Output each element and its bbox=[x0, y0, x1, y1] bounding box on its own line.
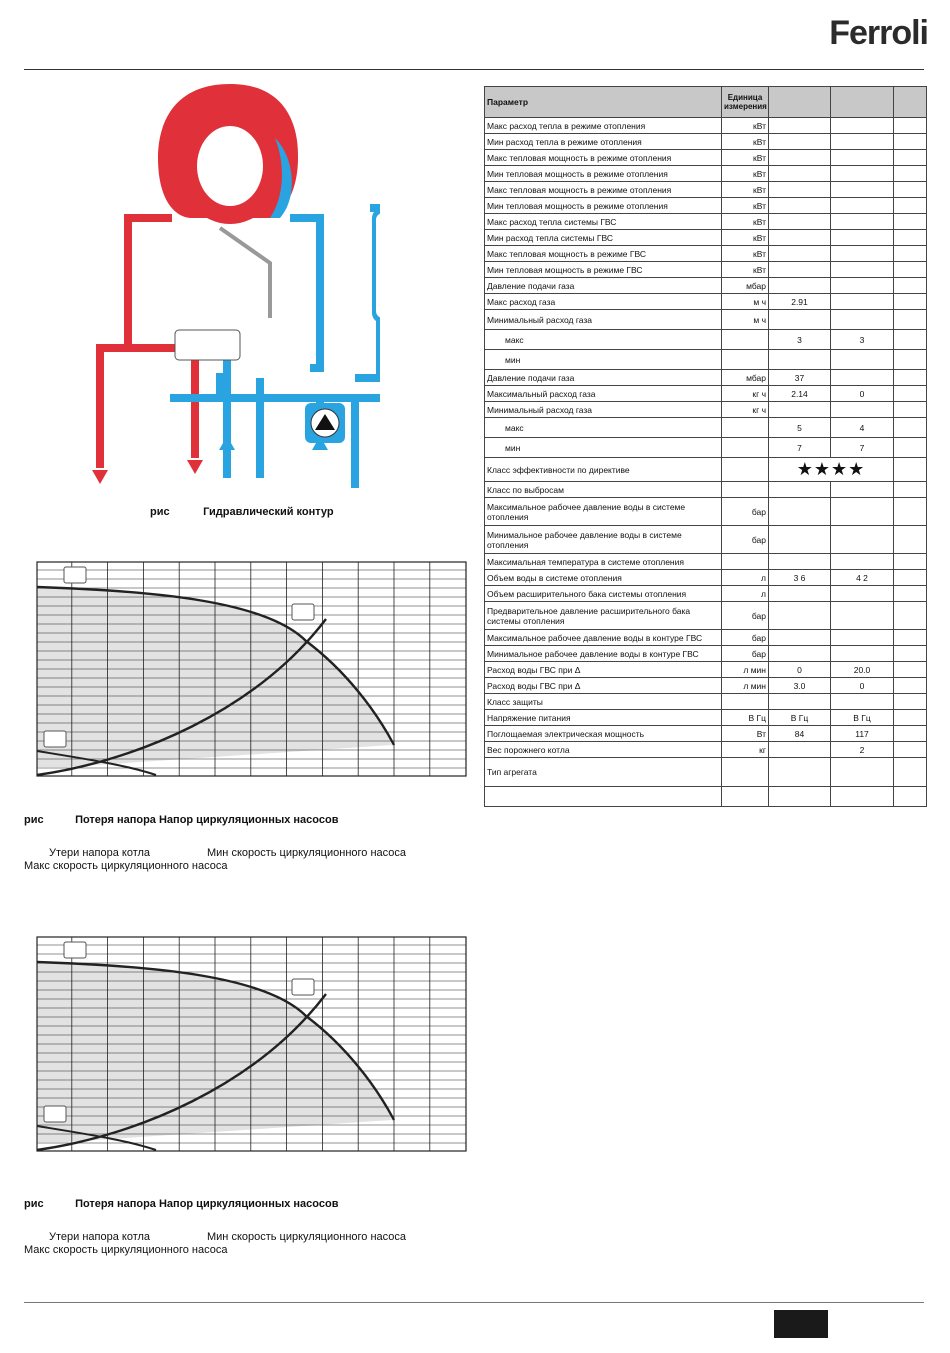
cell-v1 bbox=[769, 694, 831, 710]
cell-param: макс bbox=[485, 330, 722, 350]
cell-v1 bbox=[769, 758, 831, 787]
cell-v1 bbox=[769, 134, 831, 150]
cell-v2 bbox=[831, 482, 894, 498]
header-param: Параметр bbox=[485, 87, 722, 118]
cell-param: Класс защиты bbox=[485, 694, 722, 710]
cell-param: Мин расход тепла системы ГВС bbox=[485, 230, 722, 246]
cell-unit: мбар bbox=[722, 278, 769, 294]
cell-extra bbox=[894, 198, 927, 214]
table-row bbox=[485, 787, 927, 807]
cell-v1 bbox=[769, 198, 831, 214]
outlet-arrows bbox=[92, 436, 328, 484]
table-row bbox=[485, 386, 927, 402]
cell-v1 bbox=[769, 482, 831, 498]
cell-unit: кВт bbox=[722, 198, 769, 214]
cell-v1: 3.0 bbox=[769, 678, 831, 694]
cell-v1 bbox=[769, 742, 831, 758]
cell-v1 bbox=[769, 402, 831, 418]
hydraulic-diagram bbox=[80, 78, 380, 498]
cell-v1 bbox=[769, 586, 831, 602]
cell-extra bbox=[894, 118, 927, 134]
cell-param: Поглощаемая электрическая мощность bbox=[485, 726, 722, 742]
header-unit: Единица измерения bbox=[722, 87, 769, 118]
cell-extra bbox=[894, 350, 927, 370]
cell-unit: бар bbox=[722, 526, 769, 554]
cell-v2 bbox=[831, 526, 894, 554]
table-row bbox=[485, 662, 927, 678]
table-row bbox=[485, 370, 927, 386]
gas-pipe bbox=[220, 228, 270, 318]
cell-v2 bbox=[831, 758, 894, 787]
curve-label-box bbox=[64, 942, 86, 958]
cell-v2 bbox=[831, 294, 894, 310]
cell-param: Макс расход тепла в режиме отопления bbox=[485, 118, 722, 134]
cell-extra bbox=[894, 370, 927, 386]
cell-v2: 0 bbox=[831, 678, 894, 694]
header-col-2 bbox=[831, 87, 894, 118]
cell-extra bbox=[894, 570, 927, 586]
cell-v2: 4 bbox=[831, 418, 894, 438]
cell-unit: В Гц bbox=[722, 710, 769, 726]
cell-unit: кВт bbox=[722, 150, 769, 166]
cell-unit: кВт bbox=[722, 246, 769, 262]
page-number-box bbox=[774, 1310, 828, 1338]
cell-extra bbox=[894, 438, 927, 458]
cell-v1: 5 bbox=[769, 418, 831, 438]
cell-v2 bbox=[831, 150, 894, 166]
table-row bbox=[485, 482, 927, 498]
cell-unit: кВт bbox=[722, 262, 769, 278]
cell-v1 bbox=[769, 214, 831, 230]
legend-boiler-loss: Утери напора котла bbox=[49, 1231, 151, 1243]
cell-v1 bbox=[769, 602, 831, 630]
cell-v2: 4 2 bbox=[831, 570, 894, 586]
cell-unit bbox=[722, 482, 769, 498]
cell-v2 bbox=[831, 166, 894, 182]
table-row bbox=[485, 214, 927, 230]
cell-v1 bbox=[769, 150, 831, 166]
figure3-legend bbox=[24, 1231, 406, 1257]
table-row bbox=[485, 246, 927, 262]
cell-v1 bbox=[769, 350, 831, 370]
cell-param: Расход воды ГВС при Δ bbox=[485, 678, 722, 694]
cell-empty bbox=[894, 787, 927, 807]
table-row bbox=[485, 602, 927, 630]
cell-unit: л bbox=[722, 570, 769, 586]
cell-extra bbox=[894, 166, 927, 182]
cell-extra bbox=[894, 646, 927, 662]
cell-v1: 84 bbox=[769, 726, 831, 742]
cell-unit: м ч bbox=[722, 294, 769, 310]
cell-v2 bbox=[831, 646, 894, 662]
table-row bbox=[485, 570, 927, 586]
cell-unit: бар bbox=[722, 498, 769, 526]
legend-min-speed: Мин скорость циркуляционного насоса bbox=[207, 847, 407, 859]
cell-v1: 0 bbox=[769, 662, 831, 678]
cell-param: Макс тепловая мощность в режиме отопления bbox=[485, 150, 722, 166]
cell-unit: кВт bbox=[722, 182, 769, 198]
cell-unit bbox=[722, 694, 769, 710]
cell-unit: бар bbox=[722, 602, 769, 630]
header-col-1 bbox=[769, 87, 831, 118]
table-row bbox=[485, 438, 927, 458]
cell-extra bbox=[894, 526, 927, 554]
table-row bbox=[485, 150, 927, 166]
cell-extra bbox=[894, 262, 927, 278]
cell-param: Минимальное рабочее давление воды в контуре ГВС bbox=[485, 646, 722, 662]
table-row bbox=[485, 630, 927, 646]
cell-param: Мин тепловая мощность в режиме отопления bbox=[485, 166, 722, 182]
cell-v2 bbox=[831, 402, 894, 418]
cell-unit: м ч bbox=[722, 310, 769, 330]
cell-param: Максимальное рабочее давление воды в контуре ГВС bbox=[485, 630, 722, 646]
cell-unit: кВт bbox=[722, 118, 769, 134]
dhw-exchanger bbox=[175, 330, 240, 360]
table-row bbox=[485, 498, 927, 526]
cell-v2 bbox=[831, 182, 894, 198]
curve-label-box bbox=[292, 979, 314, 995]
cell-unit bbox=[722, 330, 769, 350]
cell-unit: кВт bbox=[722, 166, 769, 182]
figure2-title: Потеря напора Напор циркуляционных насосов bbox=[75, 814, 339, 826]
cell-unit bbox=[722, 758, 769, 787]
figure2-legend bbox=[24, 847, 406, 873]
legend-max-speed: Макс скорость циркуляционного насоса bbox=[24, 1244, 228, 1256]
cell-extra bbox=[894, 310, 927, 330]
pump-chart-1 bbox=[36, 561, 468, 778]
cell-param: Мин расход тепла в режиме отопления bbox=[485, 134, 722, 150]
cell-extra bbox=[894, 246, 927, 262]
cell-unit: бар bbox=[722, 630, 769, 646]
figure1-caption bbox=[150, 506, 334, 518]
figure1-title: Гидравлический контур bbox=[203, 506, 334, 518]
header-rule bbox=[24, 69, 924, 70]
header-col-3 bbox=[894, 87, 927, 118]
cell-extra bbox=[894, 402, 927, 418]
cell-v2 bbox=[831, 278, 894, 294]
cell-extra bbox=[894, 554, 927, 570]
curve-label-box bbox=[292, 604, 314, 620]
cell-v1 bbox=[769, 166, 831, 182]
legend-boiler-loss: Утери напора котла bbox=[49, 847, 151, 859]
cell-param: Напряжение питания bbox=[485, 710, 722, 726]
table-row bbox=[485, 694, 927, 710]
cell-extra bbox=[894, 458, 927, 482]
table-row bbox=[485, 726, 927, 742]
cell-param: Объем воды в системе отопления bbox=[485, 570, 722, 586]
cell-param: Класс эффективности по директиве bbox=[485, 458, 722, 482]
table-row bbox=[485, 310, 927, 330]
cell-extra bbox=[894, 602, 927, 630]
cell-v2 bbox=[831, 630, 894, 646]
cell-v1: 2.91 bbox=[769, 294, 831, 310]
cell-unit bbox=[722, 554, 769, 570]
cell-param: Максимальная температура в системе отопления bbox=[485, 554, 722, 570]
cell-v2: 7 bbox=[831, 438, 894, 458]
cell-extra bbox=[894, 726, 927, 742]
table-row bbox=[485, 330, 927, 350]
cell-v2 bbox=[831, 586, 894, 602]
cell-extra bbox=[894, 630, 927, 646]
cell-extra bbox=[894, 278, 927, 294]
cell-param: Макс расход тепла системы ГВС bbox=[485, 214, 722, 230]
cell-param: Давление подачи газа bbox=[485, 370, 722, 386]
cell-v2 bbox=[831, 602, 894, 630]
figure1-label: рис bbox=[150, 506, 170, 518]
cell-empty bbox=[485, 787, 722, 807]
cell-unit: кВт bbox=[722, 230, 769, 246]
table-row bbox=[485, 182, 927, 198]
table-row bbox=[485, 742, 927, 758]
cell-param: Тип агрегата bbox=[485, 758, 722, 787]
figure3-caption bbox=[24, 1198, 338, 1210]
table-row bbox=[485, 526, 927, 554]
cell-v2 bbox=[831, 262, 894, 278]
cell-unit bbox=[722, 418, 769, 438]
cell-extra bbox=[894, 230, 927, 246]
cell-v2 bbox=[831, 214, 894, 230]
cell-v2: 0 bbox=[831, 386, 894, 402]
figure3-title: Потеря напора Напор циркуляционных насосов bbox=[75, 1198, 339, 1210]
curve-label-box bbox=[44, 731, 66, 747]
cell-extra bbox=[894, 482, 927, 498]
cell-unit: л мин bbox=[722, 662, 769, 678]
cell-v2 bbox=[831, 134, 894, 150]
figure2-label: рис bbox=[24, 814, 44, 826]
cell-empty bbox=[831, 787, 894, 807]
cell-v2 bbox=[831, 198, 894, 214]
cell-param: Макс расход газа bbox=[485, 294, 722, 310]
table-row bbox=[485, 458, 927, 482]
cell-v1: 3 6 bbox=[769, 570, 831, 586]
cell-param: Расход воды ГВС при Δ bbox=[485, 662, 722, 678]
table-row bbox=[485, 418, 927, 438]
cell-v1: 2.14 bbox=[769, 386, 831, 402]
table-row bbox=[485, 262, 927, 278]
table-row bbox=[485, 646, 927, 662]
curve-label-box bbox=[44, 1106, 66, 1122]
cell-v2: 20.0 bbox=[831, 662, 894, 678]
table-row bbox=[485, 134, 927, 150]
cell-v1 bbox=[769, 182, 831, 198]
cell-v1 bbox=[769, 278, 831, 294]
cell-param: Вес порожнего котла bbox=[485, 742, 722, 758]
cell-v1 bbox=[769, 554, 831, 570]
cell-v2: 3 bbox=[831, 330, 894, 350]
cell-param: Максимальное рабочее давление воды в системе отопления bbox=[485, 498, 722, 526]
legend-min-speed: Мин скорость циркуляционного насоса bbox=[207, 1231, 407, 1243]
cell-v1: 7 bbox=[769, 438, 831, 458]
table-row bbox=[485, 278, 927, 294]
cell-empty bbox=[769, 787, 831, 807]
cell-param: Класс по выбросам bbox=[485, 482, 722, 498]
table-row bbox=[485, 198, 927, 214]
cell-v2 bbox=[831, 246, 894, 262]
cell-extra bbox=[894, 678, 927, 694]
cell-unit bbox=[722, 350, 769, 370]
cell-v2: 117 bbox=[831, 726, 894, 742]
cell-extra bbox=[894, 742, 927, 758]
cell-param: Предварительное давление расширительного бака системы отопления bbox=[485, 602, 722, 630]
ferroli-logo: Ferroli bbox=[829, 14, 928, 52]
cell-v2 bbox=[831, 498, 894, 526]
cell-extra bbox=[894, 182, 927, 198]
cell-param: Минимальное рабочее давление воды в системе отопления bbox=[485, 526, 722, 554]
cell-unit: кг ч bbox=[722, 402, 769, 418]
table-row bbox=[485, 118, 927, 134]
cell-extra bbox=[894, 498, 927, 526]
figure2-caption bbox=[24, 814, 338, 826]
table-row bbox=[485, 230, 927, 246]
cell-extra bbox=[894, 214, 927, 230]
cell-v2: В Гц bbox=[831, 710, 894, 726]
cell-v2 bbox=[831, 118, 894, 134]
cell-v1: ★★★★ bbox=[769, 458, 894, 482]
cell-extra bbox=[894, 710, 927, 726]
pump-chart-2 bbox=[36, 936, 468, 1153]
cell-param: мин bbox=[485, 350, 722, 370]
table-row bbox=[485, 166, 927, 182]
cell-extra bbox=[894, 758, 927, 787]
cell-param: Мин тепловая мощность в режиме отопления bbox=[485, 198, 722, 214]
figure3-label: рис bbox=[24, 1198, 44, 1210]
shaded-area bbox=[37, 962, 392, 1142]
table-row bbox=[485, 586, 927, 602]
cell-v2 bbox=[831, 694, 894, 710]
cell-extra bbox=[894, 330, 927, 350]
cell-v2 bbox=[831, 554, 894, 570]
cell-v1 bbox=[769, 246, 831, 262]
cell-empty bbox=[722, 787, 769, 807]
cell-param: Минимальный расход газа bbox=[485, 402, 722, 418]
table-row bbox=[485, 554, 927, 570]
cell-param: макс bbox=[485, 418, 722, 438]
cell-v2 bbox=[831, 370, 894, 386]
cell-v1 bbox=[769, 646, 831, 662]
spec-table bbox=[484, 86, 927, 807]
cell-param: Минимальный расход газа bbox=[485, 310, 722, 330]
cell-extra bbox=[894, 418, 927, 438]
cell-v1: 3 bbox=[769, 330, 831, 350]
cell-unit: кВт bbox=[722, 134, 769, 150]
shaded-area bbox=[37, 587, 392, 767]
cell-v1: 37 bbox=[769, 370, 831, 386]
legend-max-speed: Макс скорость циркуляционного насоса bbox=[24, 860, 228, 872]
table-row bbox=[485, 350, 927, 370]
cell-unit bbox=[722, 438, 769, 458]
cell-v1 bbox=[769, 526, 831, 554]
cell-param: мин bbox=[485, 438, 722, 458]
cell-unit: бар bbox=[722, 646, 769, 662]
cell-unit: кг bbox=[722, 742, 769, 758]
cell-v2 bbox=[831, 230, 894, 246]
table-row bbox=[485, 402, 927, 418]
cell-v1 bbox=[769, 262, 831, 278]
table-row bbox=[485, 758, 927, 787]
curve-label-box bbox=[64, 567, 86, 583]
table-row bbox=[485, 294, 927, 310]
cell-v2 bbox=[831, 350, 894, 370]
cell-v1 bbox=[769, 118, 831, 134]
cell-extra bbox=[894, 586, 927, 602]
cell-param: Мин тепловая мощность в режиме ГВС bbox=[485, 262, 722, 278]
table-row bbox=[485, 678, 927, 694]
cell-extra bbox=[894, 662, 927, 678]
cell-v1 bbox=[769, 310, 831, 330]
cell-extra bbox=[894, 294, 927, 310]
cell-v1 bbox=[769, 230, 831, 246]
cell-v1: В Гц bbox=[769, 710, 831, 726]
cell-unit: Вт bbox=[722, 726, 769, 742]
cell-extra bbox=[894, 134, 927, 150]
cell-param: Объем расширительного бака системы отопления bbox=[485, 586, 722, 602]
cell-extra bbox=[894, 386, 927, 402]
cell-param: Максимальный расход газа bbox=[485, 386, 722, 402]
cell-v2 bbox=[831, 310, 894, 330]
cell-param: Макс тепловая мощность в режиме ГВС bbox=[485, 246, 722, 262]
cell-v1 bbox=[769, 630, 831, 646]
cell-unit bbox=[722, 458, 769, 482]
cell-unit: л мин bbox=[722, 678, 769, 694]
cell-unit: кг ч bbox=[722, 386, 769, 402]
cell-param: Макс тепловая мощность в режиме отопления bbox=[485, 182, 722, 198]
cell-extra bbox=[894, 150, 927, 166]
cell-unit: мбар bbox=[722, 370, 769, 386]
cell-v1 bbox=[769, 498, 831, 526]
table-row bbox=[485, 710, 927, 726]
footer-rule bbox=[24, 1302, 924, 1303]
cell-extra bbox=[894, 694, 927, 710]
cell-v2: 2 bbox=[831, 742, 894, 758]
cell-unit: кВт bbox=[722, 214, 769, 230]
cell-unit: л bbox=[722, 586, 769, 602]
cell-param: Давление подачи газа bbox=[485, 278, 722, 294]
